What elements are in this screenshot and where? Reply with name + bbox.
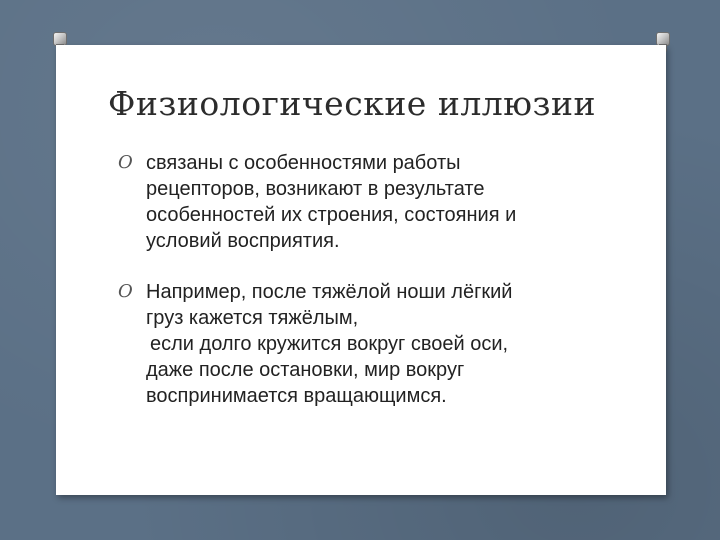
bullet-item	[118, 150, 588, 254]
bullet-marker: O	[118, 152, 133, 173]
bullet-line: особенностей их строения, состояния и	[146, 204, 517, 226]
slide-title: Физиологические иллюзии	[108, 84, 596, 123]
bullet-line: даже после остановки, мир вокруг	[146, 359, 465, 381]
bullet-list	[118, 150, 588, 434]
bullet-item	[118, 279, 588, 409]
bullet-line: Например, после тяжёлой ноши лёгкий	[146, 281, 513, 303]
bullet-line: условий восприятия.	[146, 230, 340, 252]
bullet-line: рецепторов, возникают в результате	[146, 178, 485, 200]
bullet-line: если долго кружится вокруг своей оси,	[150, 333, 509, 355]
bullet-marker: O	[118, 281, 133, 302]
bullet-line: связаны с особенностями работы	[146, 152, 461, 174]
bullet-line: воспринимается вращающимся.	[146, 385, 447, 407]
bullet-line: груз кажется тяжёлым,	[146, 307, 359, 329]
